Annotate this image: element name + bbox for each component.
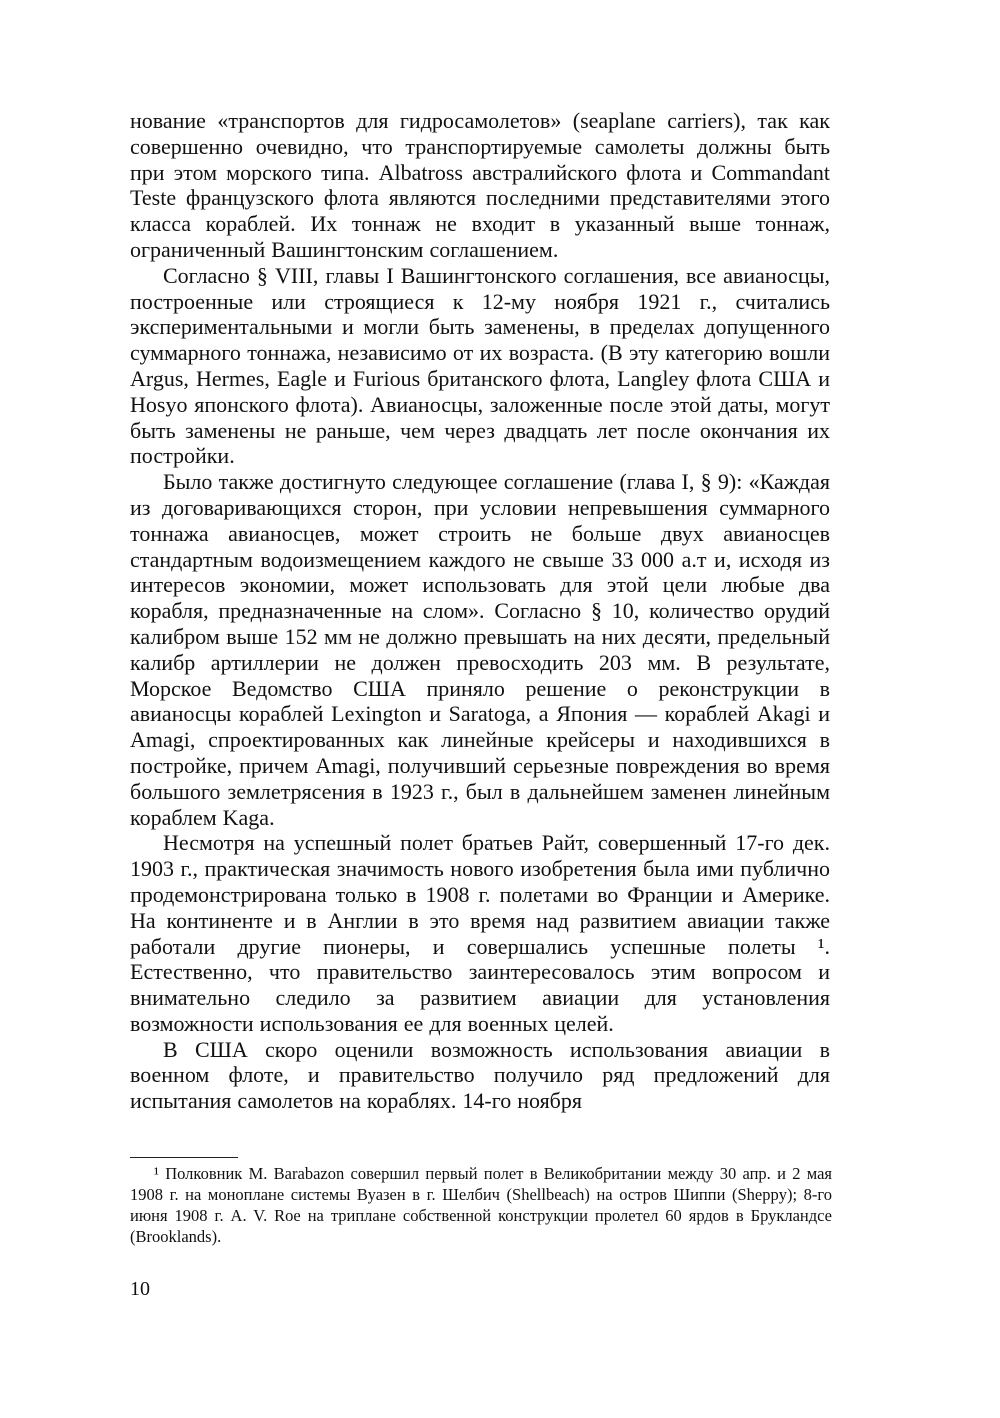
paragraph-3: Было также достигнуто следующее соглашение (глава I, § 9): «Каждая из договаривающихся сторон, при условии непревышения суммарного тоннажа авианосцев, может строить не больше двух авианосцев стандартным водоизмещением каждого не свыше 33 000 а.т и, исходя из интересов экономии, может использовать для этой цели любые два корабля, предназначенные на слом». Согласно § 10, количество орудий калибром выше 152 мм не должно превышать на них десяти, предельный калибр артиллерии не должен превосходить 203 мм. В результате, Морское Ведомство США приняло решение о реконструкции в авианосцы кораблей Lexington и Saratoga, а Япония — кораблей Akagi и Amagi, спроектированных как линейные крейсеры и находившихся в постройке, причем Amagi, получивший серьезные повреждения во время большого землетрясения в 1923 г., был в дальнейшем заменен линейным кораблем Kaga. — [130, 469, 830, 830]
paragraph-2: Согласно § VIII, главы I Вашингтонского соглашения, все авианосцы, построенные или строящиеся к 12-му ноября 1921 г., считались экспериментальными и могли быть заменены, в пределах допущенного суммарного тоннажа, независимо от их возраста. (В эту категорию вошли Argus, Hermes, Eagle и Furious британского флота, Langley флота США и Hosyo японского флота). Авианосцы, заложенные после этой даты, могут быть заменены не раньше, чем через двадцать лет после окончания их постройки. — [130, 262, 830, 469]
main-text — [130, 108, 830, 1114]
footnote-area — [130, 1163, 832, 1247]
footnote: ¹ Полковник М. Barabazon совершил первый полет в Великобритании между 30 апр. и 2 мая 1908 г. на моноплане системы Вуазен в г. Шелбич (Shellbeach) на остров Шиппи (Sheppy); 8-го июня 1908 г. A. V. Roe на триплане собственной конструкции пролетел 60 ярдов в Брукландсе (Brooklands). — [130, 1164, 832, 1246]
footnote-divider — [130, 1157, 238, 1158]
paragraph-4: Несмотря на успешный полет братьев Райт, совершенный 17-го дек. 1903 г., практическая значимость нового изобретения была ими публично продемонстрирована только в 1908 г. полетами во Франции и Америке. На континенте и в Англии в это время над развитием авиации также работали другие пионеры, и совершались успешные полеты ¹. Естественно, что правительство заинтересовалось этим вопросом и внимательно следило за развитием авиации для установления возможности использования ее для военных целей. — [130, 830, 830, 1036]
paragraph-5: В США скоро оценили возможность использования авиации в военном флоте, и правительство получило ряд предложений для испытания самолетов на кораблях. 14-го ноября — [130, 1036, 830, 1114]
page-number: 10 — [130, 1278, 150, 1300]
paragraph-1: нование «транспортов для гидросамолетов» (seaplane carriers), так как совершенно очевидно, что транспортируемые самолеты должны быть при этом морского типа. Albatross австралийского флота и Commandant Teste французского флота являются последними представителями этого класса кораблей. Их тоннаж не входит в указанный выше тоннаж, ограниченный Вашингтонским соглашением. — [130, 108, 830, 262]
